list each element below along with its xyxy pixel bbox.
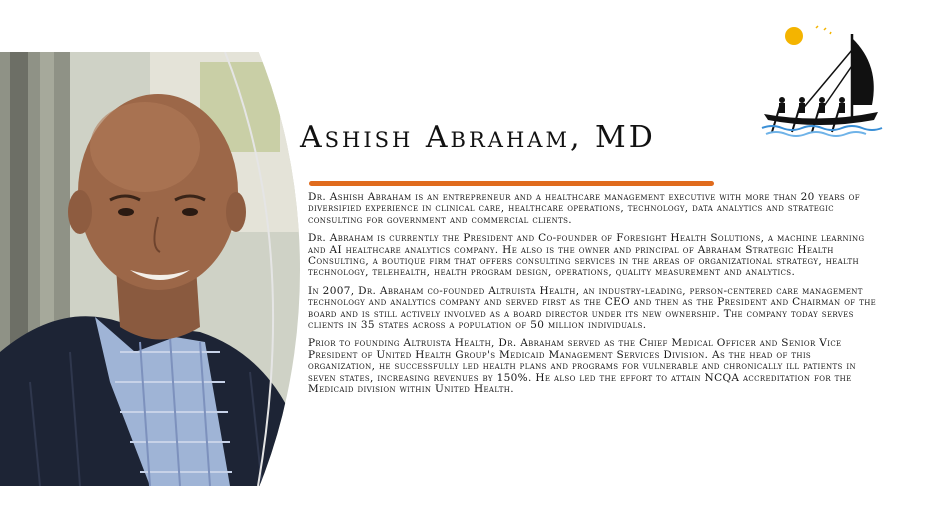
bio-text [308,192,882,403]
title-underline [309,181,714,186]
portrait-photo [0,52,300,486]
bio-paragraph-4: Prior to founding Altruista Health, Dr. Abraham served as the Chief Medical Officer and Senior Vice President of United Health Group's Medicaid Management Services Division. As the head of this organization, he successfully led health plans and programs for vulnerable and chronically ill patients in seven states, increasing revenues by 150%. He also led the effort to attain NCQA accreditation for the Medicaid division within United Health. [308,337,856,396]
sailboat-rowers-logo [760,20,890,140]
bio-paragraph-1: Dr. Ashish Abraham is an entrepreneur and a healthcare management executive with more than 20 years of diversified experience in clinical care, healthcare operations, technology, data analytics and strategic consulting for government and commercial clients. [308,191,860,226]
bio-paragraph-2: Dr. Abraham is currently the President and Co-founder of Foresight Health Solutions, a machine learning and AI healthcare analytics company. He also is the owner and principal of Abraham Strategic Health Consulting, a boutique firm that offers consulting services in the areas of organizational strategy, health technology, telehealth, health program design, operations, quality measurement and analytics. [308,232,865,279]
bio-paragraph-3: In 2007, Dr. Abraham co-founded Altruista Health, an industry-leading, person-centered care management technology and analytics company and served first as the CEO and then as the President and Chairman of the board and is still actively involved as a board director under its new ownership. The company today serves clients in 35 states across a population of 50 million individuals. [308,284,877,332]
page-title: Ashish Abraham, MD [300,120,656,155]
